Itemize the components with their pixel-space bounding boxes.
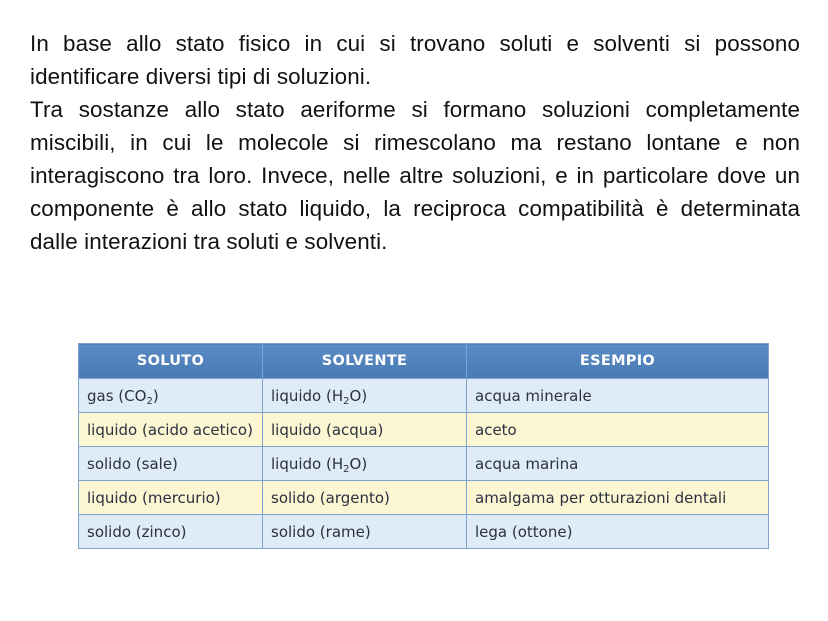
cell-solvente: solido (rame) (263, 515, 467, 549)
table-row (79, 413, 769, 447)
cell-esempio: aceto (467, 413, 769, 447)
cell-solvente: solido (argento) (263, 481, 467, 515)
cell-soluto: gas $(CO_2)$ (79, 379, 263, 413)
cell-esempio: acqua minerale (467, 379, 769, 413)
cell-solvente: liquido $(H_2O)$ (263, 379, 467, 413)
solutions-table (78, 343, 769, 549)
cell-solvente: liquido $(H_2O)$ (263, 447, 467, 481)
header-esempio: ESEMPIO (467, 344, 769, 379)
cell-soluto: solido (zinco) (79, 515, 263, 549)
paragraph-intro: In base allo stato fisico in cui si trovano soluti e solventi si possono identificare diversi tipi di soluzioni. (30, 31, 800, 89)
solutions-table-container (78, 343, 768, 549)
header-soluto: SOLUTO (79, 344, 263, 379)
table-row (79, 481, 769, 515)
cell-soluto: liquido (mercurio) (79, 481, 263, 515)
cell-esempio: lega (ottone) (467, 515, 769, 549)
paragraph-solutions: Tra sostanze allo stato aeriforme si formano soluzioni completamente miscibili, in cui le molecole si rimescolano ma restano lontane e non interagiscono tra loro. Invece, nelle altre soluzioni, e in particolare dove un componente è allo stato liquido, la reciproca compatibilità è determinata dalle interazioni tra soluti e solventi. (30, 97, 800, 254)
cell-solvente: liquido (acqua) (263, 413, 467, 447)
cell-esempio: acqua marina (467, 447, 769, 481)
cell-soluto: solido (sale) (79, 447, 263, 481)
body-text (30, 27, 800, 258)
table-header-row (79, 344, 769, 379)
cell-esempio: amalgama per otturazioni dentali (467, 481, 769, 515)
table-row (79, 447, 769, 481)
table-row (79, 515, 769, 549)
table-row (79, 379, 769, 413)
cell-soluto: liquido (acido acetico) (79, 413, 263, 447)
header-solvente: SOLVENTE (263, 344, 467, 379)
